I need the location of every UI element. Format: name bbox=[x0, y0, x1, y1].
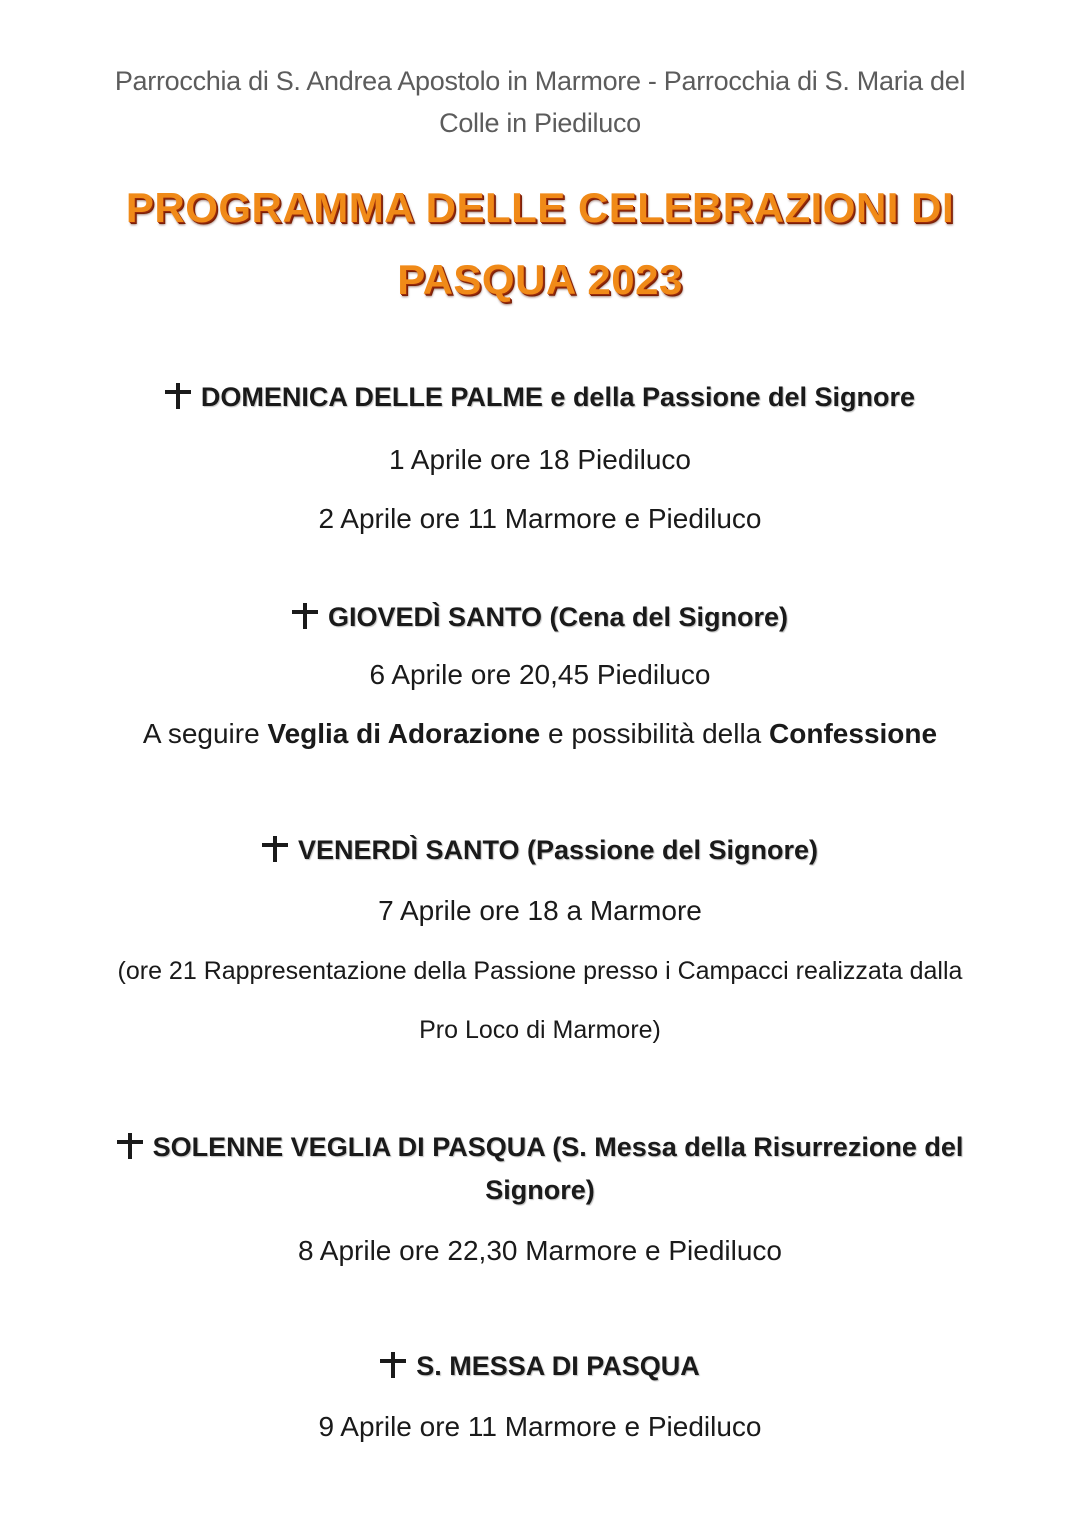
page-title-line-1: PROGRAMMA DELLE CELEBRAZIONI DI bbox=[125, 184, 955, 231]
cross-icon bbox=[292, 603, 318, 629]
parish-line-1: Parrocchia di S. Andrea Apostolo in Marmore - Parrocchia di S. Maria del bbox=[114, 66, 966, 96]
cross-icon bbox=[165, 383, 191, 409]
line-text: A seguire bbox=[142, 718, 268, 749]
parish-line-2: Colle in Piediluco bbox=[439, 108, 641, 138]
cross-icon bbox=[117, 1133, 143, 1159]
veglia-line-1: 8 Aprile ore 22,30 Marmore e Piediluco bbox=[297, 1235, 783, 1266]
section-heading-veglia-line-2: Signore) bbox=[485, 1175, 595, 1205]
page-title-line-2: PASQUA 2023 bbox=[397, 256, 683, 303]
palme-line-2: 2 Aprile ore 11 Marmore e Piediluco bbox=[318, 503, 762, 534]
cross-icon bbox=[380, 1352, 406, 1378]
section-heading-palme bbox=[0, 382, 1080, 413]
line-bold-text: Confessione bbox=[769, 718, 938, 749]
heading-bold-text: DOMENICA DELLE PALME bbox=[200, 382, 543, 412]
section-heading-giovedi bbox=[0, 602, 1080, 633]
section-heading-messa bbox=[0, 1351, 1080, 1382]
venerdi-line-1: 7 Aprile ore 18 a Marmore bbox=[378, 895, 702, 926]
venerdi-line-2: (ore 21 Rappresentazione della Passione presso i Campacci realizzata dalla bbox=[117, 957, 963, 985]
heading-text: VENERDÌ SANTO (Passione del Signore) bbox=[297, 835, 819, 865]
section-heading-venerdi bbox=[0, 835, 1080, 866]
giovedi-line-2 bbox=[0, 718, 1080, 750]
heading-rest-text: e della Passione del Signore bbox=[542, 382, 916, 412]
messa-line-1: 9 Aprile ore 11 Marmore e Piediluco bbox=[318, 1411, 762, 1442]
line-text: e possibilità della bbox=[540, 718, 770, 749]
heading-text: SOLENNE VEGLIA DI PASQUA (S. Messa della Risurrezione del bbox=[152, 1132, 964, 1162]
line-bold-text: Veglia di Adorazione bbox=[267, 718, 541, 749]
cross-icon bbox=[262, 836, 288, 862]
heading-text: GIOVEDÌ SANTO (Cena del Signore) bbox=[327, 602, 789, 632]
section-heading-veglia bbox=[0, 1132, 1080, 1163]
heading-text: S. MESSA DI PASQUA bbox=[416, 1351, 700, 1381]
giovedi-line-1: 6 Aprile ore 20,45 Piediluco bbox=[369, 659, 711, 690]
venerdi-line-3: Pro Loco di Marmore) bbox=[419, 1016, 661, 1044]
palme-line-1: 1 Aprile ore 18 Piediluco bbox=[389, 444, 691, 475]
